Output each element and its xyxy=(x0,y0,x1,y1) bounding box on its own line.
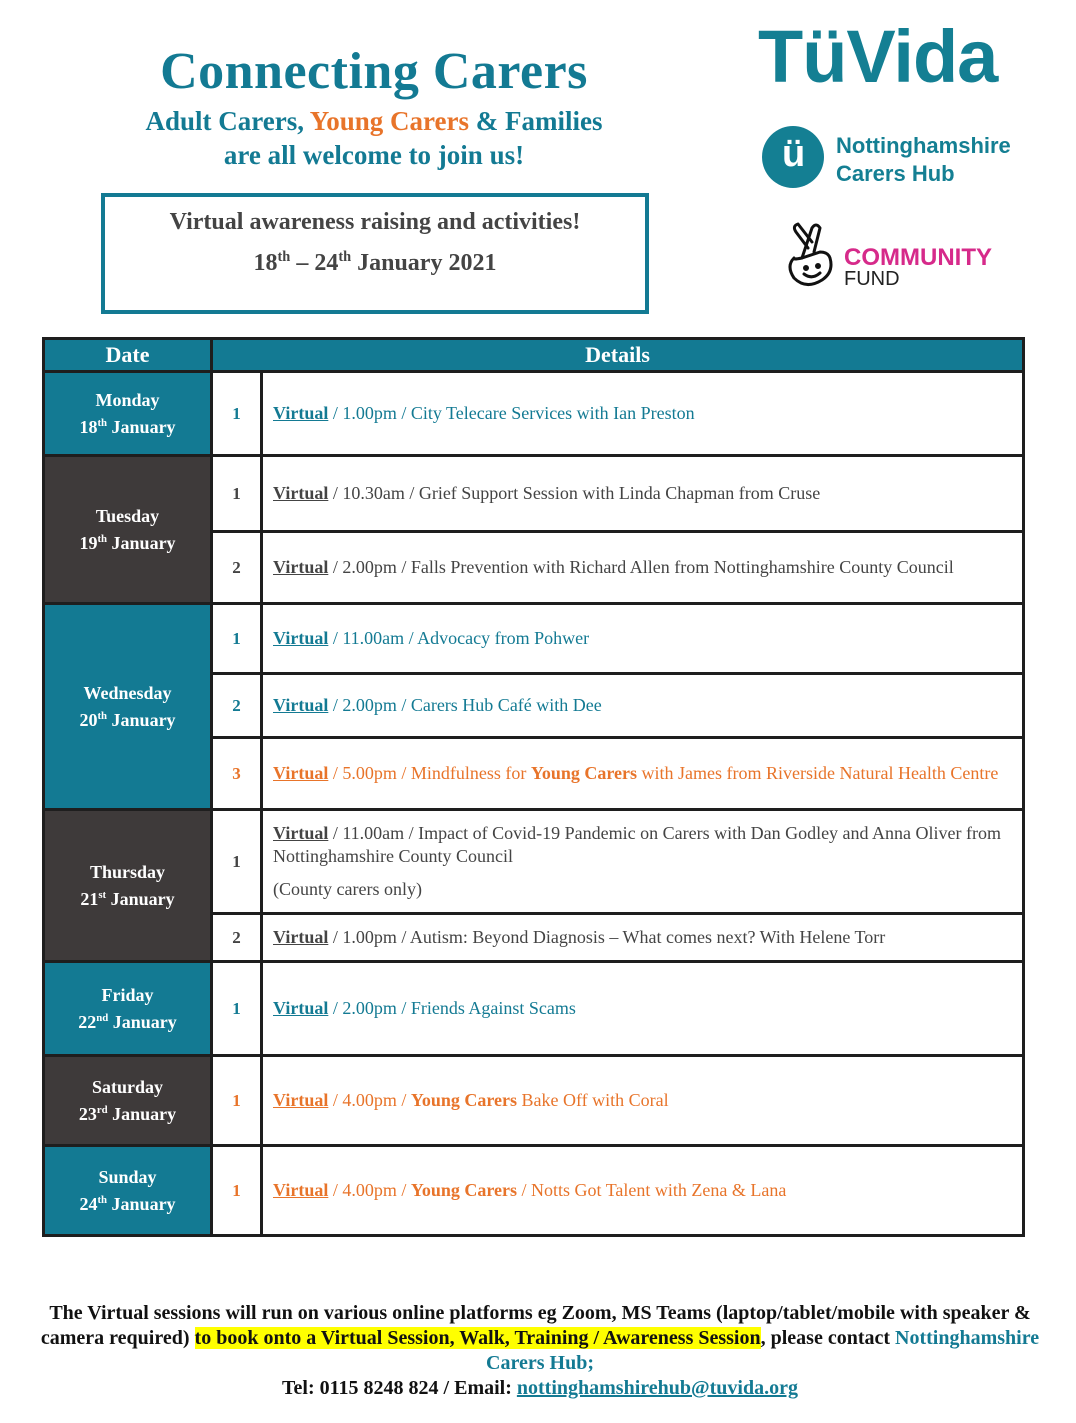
session-number: 2 xyxy=(212,532,262,604)
email-link[interactable]: nottinghamshirehub@tuvida.org xyxy=(516,1377,798,1399)
session-detail: Virtual / 11.00am / Advocacy from Pohwer xyxy=(262,604,1024,674)
session-number: 2 xyxy=(212,674,262,738)
session-detail: Virtual / 5.00pm / Mindfulness for Young Carers with James from Riverside Natural Health Centre xyxy=(262,738,1024,810)
session-number: 1 xyxy=(212,810,262,914)
table-row xyxy=(44,372,1024,456)
session-number: 2 xyxy=(212,914,262,962)
virtual-link[interactable]: Virtual xyxy=(273,403,329,423)
audience-adult: Adult Carers, xyxy=(145,106,304,136)
welcome-line: are all welcome to join us! xyxy=(223,140,525,170)
booking-info: The Virtual sessions will run on various online platforms eg Zoom, MS Teams (laptop/tablet/mobile with speaker & camera required) to book onto a Virtual Session, Walk, Training / Awareness Session, please contact Nottinghamshire Carers Hub; Tel: 0115 8248 824 / Email: nottinghamshirehub@tuvida.org xyxy=(40,1302,1040,1399)
event-box xyxy=(101,193,649,314)
schedule-table xyxy=(42,337,1025,1237)
session-note: (County carers only) xyxy=(273,879,422,899)
community-fund-logo: COMMUNITY FUND xyxy=(782,218,840,295)
virtual-link[interactable]: Virtual xyxy=(273,483,329,503)
day-wednesday: Wednesday 20th January xyxy=(44,604,212,810)
session-detail: Virtual / 2.00pm / Falls Prevention with Richard Allen from Nottinghamshire County Council xyxy=(262,532,1024,604)
virtual-link[interactable]: Virtual xyxy=(273,628,329,648)
table-header-row xyxy=(44,339,1024,372)
event-title: Virtual awareness raising and activities! xyxy=(169,209,581,235)
event-dates: 18th – 24th January 2021 xyxy=(253,249,497,276)
table-row xyxy=(44,810,1024,914)
session-number: 1 xyxy=(212,456,262,532)
day-sunday: Sunday 24th January xyxy=(44,1146,212,1236)
booking-highlight: to book onto a Virtual Session, Walk, Training / Awareness Session xyxy=(194,1327,761,1349)
virtual-link[interactable]: Virtual xyxy=(273,1180,329,1200)
session-detail: Virtual / 11.00am / Impact of Covid-19 Pandemic on Carers with Dan Godley and Anna Oliver from Nottinghamshire County Council (County carers only) xyxy=(262,810,1024,914)
virtual-link[interactable]: Virtual xyxy=(273,823,329,843)
audience-line xyxy=(90,106,658,137)
contact-tel: Tel: 0115 8248 824 / Email: xyxy=(282,1377,512,1399)
audience-young: Young Carers xyxy=(309,106,470,136)
day-monday: Monday 18th January xyxy=(44,372,212,456)
column-header-details: Details xyxy=(212,339,1024,372)
hub-name: Nottinghamshire Carers Hub; xyxy=(486,1327,1040,1374)
session-detail: Virtual / 1.00pm / Autism: Beyond Diagnosis – What comes next? With Helene Torr xyxy=(262,914,1024,962)
table-row xyxy=(44,1056,1024,1146)
audience-families: & Families xyxy=(475,106,603,136)
session-detail: Virtual / 2.00pm / Carers Hub Café with Dee xyxy=(262,674,1024,738)
session-detail: Virtual / 4.00pm / Young Carers Bake Off with Coral xyxy=(262,1056,1024,1146)
day-friday: Friday 22nd January xyxy=(44,962,212,1056)
table-row xyxy=(44,604,1024,674)
session-detail: Virtual / 2.00pm / Friends Against Scams xyxy=(262,962,1024,1056)
virtual-link[interactable]: Virtual xyxy=(273,927,329,947)
crossed-fingers-icon xyxy=(782,218,840,290)
hub-logo-icon: ü xyxy=(762,126,824,188)
session-number: 1 xyxy=(212,1146,262,1236)
day-tuesday: Tuesday 19th January xyxy=(44,456,212,604)
day-thursday: Thursday 21st January xyxy=(44,810,212,962)
table-row xyxy=(44,456,1024,532)
session-number: 1 xyxy=(212,372,262,456)
tuvida-logo: TüVida xyxy=(758,15,998,98)
session-detail: Virtual / 4.00pm / Young Carers / Notts Got Talent with Zena & Lana xyxy=(262,1146,1024,1236)
session-detail: Virtual / 1.00pm / City Telecare Services with Ian Preston xyxy=(262,372,1024,456)
virtual-link[interactable]: Virtual xyxy=(273,763,329,783)
table-row xyxy=(44,1146,1024,1236)
day-saturday: Saturday 23rd January xyxy=(44,1056,212,1146)
virtual-link[interactable]: Virtual xyxy=(273,1090,329,1110)
virtual-link[interactable]: Virtual xyxy=(273,695,329,715)
session-number: 1 xyxy=(212,604,262,674)
session-number: 3 xyxy=(212,738,262,810)
session-number: 1 xyxy=(212,1056,262,1146)
session-detail: Virtual / 10.30am / Grief Support Session with Linda Chapman from Cruse xyxy=(262,456,1024,532)
session-number: 1 xyxy=(212,962,262,1056)
column-header-date: Date xyxy=(44,339,212,372)
virtual-link[interactable]: Virtual xyxy=(273,557,329,577)
page-title: Connecting Carers xyxy=(160,43,588,100)
table-row xyxy=(44,962,1024,1056)
virtual-link[interactable]: Virtual xyxy=(273,998,329,1018)
